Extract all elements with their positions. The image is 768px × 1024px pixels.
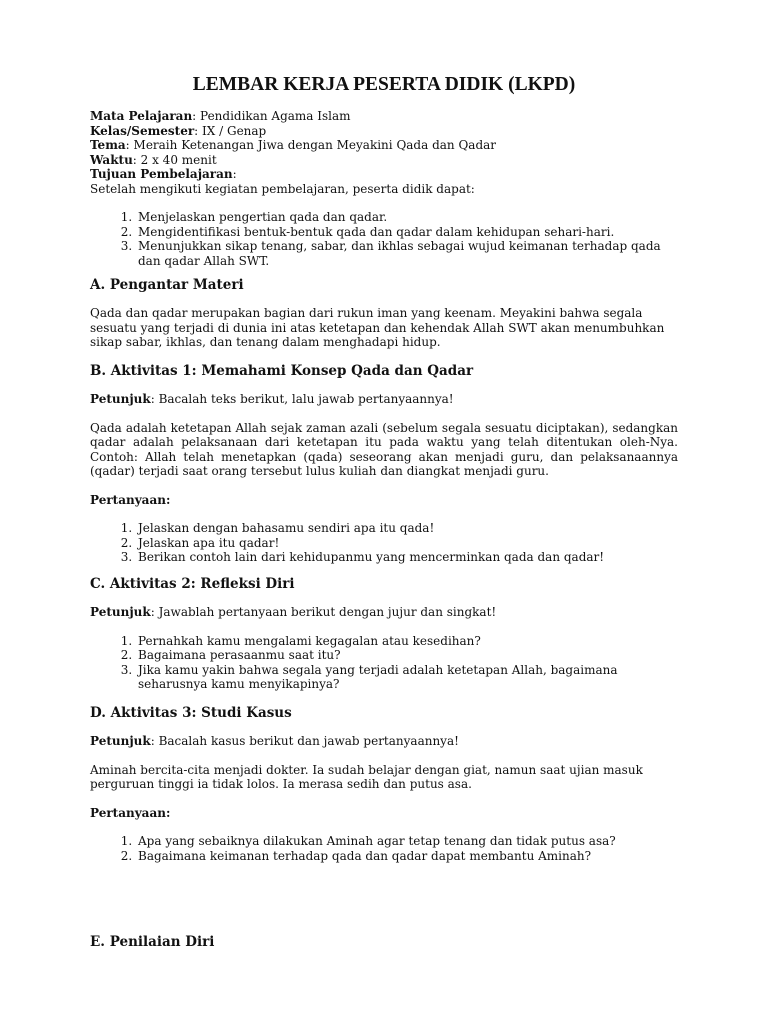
waktu-label: Waktu	[90, 152, 133, 167]
list-item: 3. Berikan contoh lain dari kehidupanmu yang mencerminkan qada dan qadar!	[136, 550, 678, 565]
list-item: 2. Mengidentifikasi bentuk-bentuk qada dan qadar dalam kehidupan sehari-hari.	[136, 225, 680, 240]
section-d-pertanyaan-label: Pertanyaan:	[90, 805, 171, 820]
kelas-label: Kelas/Semester	[90, 123, 195, 138]
section-d-heading: D. Aktivitas 3: Studi Kasus	[90, 705, 292, 721]
section-e-heading: E. Penilaian Diri	[90, 934, 215, 950]
section-c-heading: C. Aktivitas 2: Refleksi Diri	[90, 576, 295, 592]
tema-label: Tema	[90, 138, 126, 152]
section-c-list	[90, 634, 678, 692]
tujuan-intro: Setelah mengikuti kegiatan pembelajaran, peserta didik dapat:	[90, 181, 475, 196]
mapel-line	[90, 109, 680, 124]
section-d-text: Aminah bercita-cita menjadi dokter. Ia sudah belajar dengan giat, namun saat ujian masuk perguruan tinggi ia tidak lolos. Ia merasa sedih dan putus asa.	[90, 762, 643, 791]
tujuan-label: Tujuan Pembelajaran	[90, 167, 233, 181]
section-e	[90, 934, 678, 950]
section-b	[90, 363, 678, 565]
tema-line	[90, 138, 680, 153]
petunjuk-label: Petunjuk	[90, 392, 151, 406]
section-b-petunjuk	[90, 392, 678, 407]
list-item: 3. Jika kamu yakin bahwa segala yang terjadi adalah ketetapan Allah, bagaimana seharusnya kamu menyikapinya?	[136, 663, 678, 692]
list-item: 3. Menunjukkan sikap tenang, sabar, dan ikhlas sebagai wujud keimanan terhadap qada dan qadar Allah SWT.	[136, 239, 680, 268]
tema-value: : Meraih Ketenangan Jiwa dengan Meyakini Qada dan Qadar	[125, 138, 497, 152]
list-item: 2. Bagaimana keimanan terhadap qada dan qadar dapat membantu Aminah?	[136, 849, 678, 864]
mapel-label: Mata Pelajaran	[90, 109, 193, 123]
tujuan-line	[90, 167, 680, 182]
petunjuk-text: : Jawablah pertanyaan berikut dengan jujur dan singkat!	[150, 605, 497, 619]
identity-block	[90, 109, 680, 268]
section-b-list	[90, 521, 678, 565]
waktu-value: : 2 x 40 menit	[132, 152, 217, 167]
section-a-heading: A. Pengantar Materi	[90, 277, 244, 293]
waktu-line	[90, 153, 680, 168]
section-a	[90, 277, 678, 350]
list-item: 1. Jelaskan dengan bahasamu sendiri apa itu qada!	[136, 521, 678, 536]
section-a-text: Qada dan qadar merupakan bagian dari rukun iman yang keenam. Meyakini bahwa segala sesuatu yang terjadi di dunia ini atas ketetapan dan kehendak Allah SWT akan menumbuhkan sikap sabar, ikhlas, dan tenang dalam menghadapi hidup.	[90, 306, 665, 349]
section-b-text: Qada adalah ketetapan Allah sejak zaman azali (sebelum segala sesuatu diciptakan), sedangkan qadar adalah pelaksanaan dari ketetapan itu pada waktu yang telah ditentukan oleh-Nya. Contoh: Allah telah menetapkan (qada) seseorang akan menjadi guru, dan pelaksanaannya (qadar) terjadi saat orang tersebut lulus kuliah dan diangkat menjadi guru.	[90, 420, 678, 478]
list-item: 2. Bagaimana perasaanmu saat itu?	[136, 648, 678, 663]
tujuan-list	[90, 210, 680, 268]
petunjuk-text: : Bacalah teks berikut, lalu jawab pertanyaannya!	[150, 392, 454, 406]
kelas-line	[90, 124, 680, 139]
list-item: 1. Menjelaskan pengertian qada dan qadar.	[136, 210, 680, 225]
kelas-value: : IX / Genap	[194, 123, 267, 138]
tujuan-value: :	[232, 167, 237, 181]
list-item: 2. Jelaskan apa itu qadar!	[136, 536, 678, 551]
list-item: 1. Pernahkah kamu mengalami kegagalan atau kesedihan?	[136, 634, 678, 649]
section-d-list	[90, 834, 678, 863]
list-item: 1. Apa yang sebaiknya dilakukan Aminah agar tetap tenang dan tidak putus asa?	[136, 834, 678, 849]
section-c	[90, 576, 678, 692]
petunjuk-text: : Bacalah kasus berikut dan jawab pertanyaannya!	[150, 734, 459, 748]
section-c-petunjuk	[90, 605, 678, 620]
section-b-pertanyaan-label: Pertanyaan:	[90, 492, 171, 507]
petunjuk-label: Petunjuk	[90, 734, 151, 748]
mapel-value: : Pendidikan Agama Islam	[192, 109, 351, 123]
section-d	[90, 705, 678, 863]
petunjuk-label: Petunjuk	[90, 605, 151, 619]
section-b-heading: B. Aktivitas 1: Memahami Konsep Qada dan Qadar	[90, 363, 474, 379]
page-title: LEMBAR KERJA PESERTA DIDIK (LKPD)	[192, 74, 576, 95]
section-d-petunjuk	[90, 734, 678, 749]
